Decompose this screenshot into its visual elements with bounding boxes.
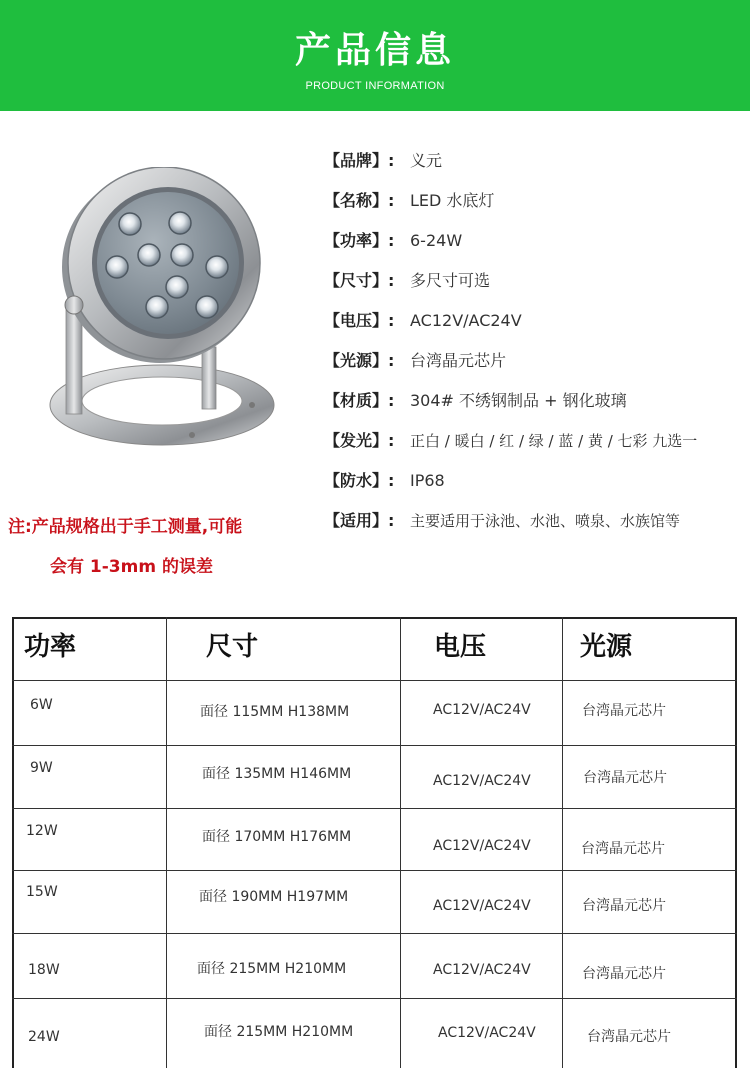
spec-label: 【光源】: [324,351,395,370]
table-cell-power: 12W [26,823,58,839]
spec-label: 【功率】: [324,231,395,250]
table-cell-voltage: AC12V/AC24V [438,1025,536,1041]
table-cell-light-source: 台湾晶元芯片 [582,703,666,719]
table-cell-power: 15W [26,884,58,900]
measurement-note-line2: 会有 1-3mm 的误差 [50,557,213,577]
spec-row-light-source [324,351,506,371]
spec-label: 【电压】: [324,311,395,330]
table-divider [400,617,401,1068]
spec-row-light-color [324,431,697,451]
table-divider [12,745,737,746]
header-banner [0,0,750,111]
table-cell-size: 面径 135MM H146MM [202,766,352,782]
spec-value: 台湾晶元芯片 [410,351,507,370]
measurement-note-line1: 注:产品规格出于手工测量,可能 [8,517,243,537]
page-title: 产品信息 [294,30,455,71]
table-header-light-source: 光源 [580,632,633,662]
table-cell-power: 9W [30,760,53,776]
spec-row-name [324,191,494,211]
spec-row-power [324,231,462,251]
spec-label: 【材质】: [324,391,395,410]
spec-row-size [324,271,490,291]
spec-value: 多尺寸可选 [410,271,491,290]
product-image [42,167,282,457]
table-divider [12,998,737,999]
table-cell-light-source: 台湾晶元芯片 [582,898,666,914]
page-subtitle: PRODUCT INFORMATION [305,80,445,92]
table-divider [12,680,737,681]
table-cell-voltage: AC12V/AC24V [433,773,531,789]
table-divider [12,933,737,934]
spec-label: 【适用】: [324,511,395,530]
spec-row-brand [324,151,442,171]
spec-value: 正白 / 暖白 / 红 / 绿 / 蓝 / 黄 / 七彩 九选一 [410,432,698,450]
spec-row-application [324,511,680,531]
spec-value: IP68 [410,471,445,490]
table-cell-size: 面径 190MM H197MM [199,889,349,905]
table-cell-power: 18W [28,962,60,978]
table-header-voltage: 电压 [434,632,487,662]
table-cell-voltage: AC12V/AC24V [433,898,531,914]
table-cell-voltage: AC12V/AC24V [433,702,531,718]
spec-row-voltage [324,311,522,331]
table-cell-size: 面径 215MM H210MM [197,961,347,977]
table-divider [166,617,167,1068]
spec-value: 6-24W [410,231,463,250]
spec-value: 304# 不绣钢制品 + 钢化玻璃 [410,391,627,410]
spec-label: 【名称】: [324,191,395,210]
spec-value: LED 水底灯 [410,191,495,210]
spec-label: 【尺寸】: [324,271,395,290]
table-cell-light-source: 台湾晶元芯片 [583,770,667,786]
table-cell-light-source: 台湾晶元芯片 [582,966,666,982]
spec-row-material [324,391,627,411]
spec-label: 【品牌】: [324,151,395,170]
table-divider [562,617,563,1068]
table-header-power: 功率 [24,632,77,662]
spec-value: AC12V/AC24V [410,311,522,330]
table-cell-voltage: AC12V/AC24V [433,838,531,854]
spec-value: 义元 [410,151,443,170]
table-cell-power: 24W [28,1029,60,1045]
table-cell-voltage: AC12V/AC24V [433,962,531,978]
spec-row-waterproof [324,471,445,491]
spec-label: 【发光】: [324,431,395,450]
table-header-size: 尺寸 [206,632,259,662]
table-cell-size: 面径 115MM H138MM [200,704,350,720]
table-divider [12,808,737,809]
table-cell-light-source: 台湾晶元芯片 [581,841,665,857]
spec-value: 主要适用于泳池、水池、喷泉、水族馆等 [410,512,681,530]
table-divider [12,870,737,871]
spec-label: 【防水】: [324,471,395,490]
table-cell-size: 面径 215MM H210MM [204,1024,354,1040]
table-cell-power: 6W [30,697,53,713]
table-cell-size: 面径 170MM H176MM [202,829,352,845]
table-cell-light-source: 台湾晶元芯片 [587,1029,671,1045]
